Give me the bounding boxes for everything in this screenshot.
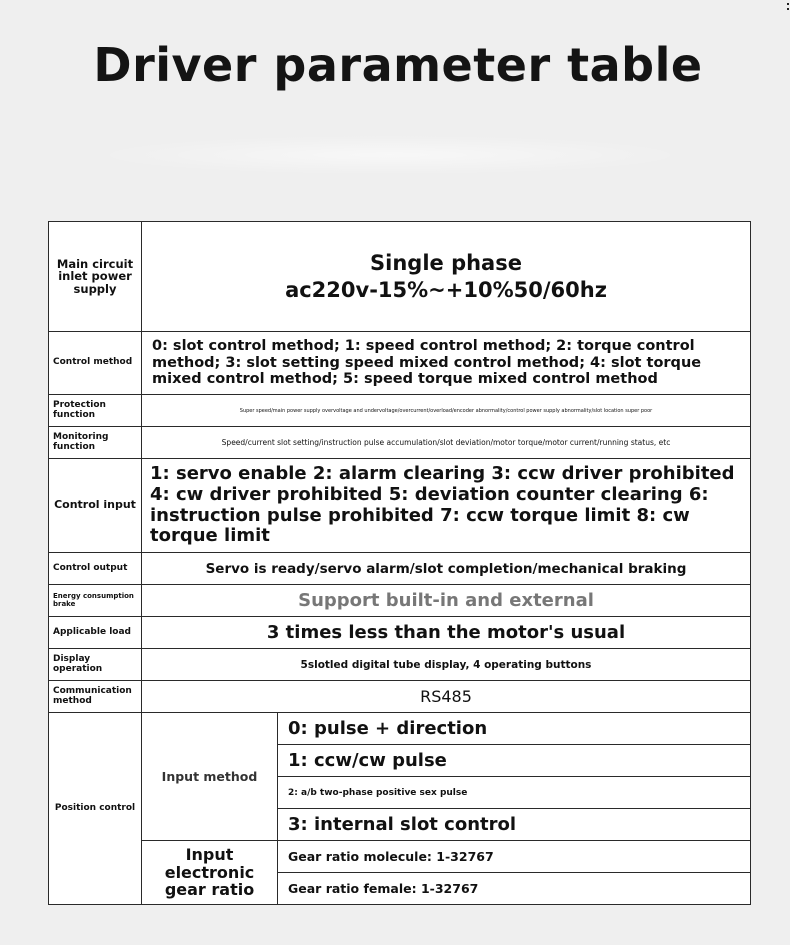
- table-row: [49, 585, 751, 617]
- input-method-item: 1: ccw/cw pulse: [278, 745, 751, 777]
- page-title: Driver parameter table: [93, 38, 703, 92]
- table-row: [49, 841, 751, 873]
- table-row: [49, 649, 751, 681]
- table-row: [49, 617, 751, 649]
- row-label: Control method: [49, 332, 142, 395]
- row-label: Protection function: [49, 395, 142, 427]
- row-label: Main circuit inlet power supply: [49, 222, 142, 332]
- row-value: Speed/current slot setting/instruction pulse accumulation/slot deviation/motor torque/motor current/running status, etc: [142, 427, 751, 459]
- row-label: Monitoring function: [49, 427, 142, 459]
- input-method-item: 2: a/b two-phase positive sex pulse: [278, 777, 751, 809]
- table-row: [49, 427, 751, 459]
- value-line: Single phase: [370, 251, 522, 276]
- row-value: 1: servo enable 2: alarm clearing 3: ccw driver prohibited 4: cw driver prohibited 5: deviation counter clearing 6: instruction pulse prohibited 7: ccw torque limit 8: cw torque limit: [142, 459, 751, 553]
- row-value: Super speed/main power supply overvoltage and undervoltage/overcurrent/overload/encoder abnormality/control power supply abnormality/slot location super poor: [142, 395, 751, 427]
- row-value: RS485: [142, 681, 751, 713]
- row-label: Display operation: [49, 649, 142, 681]
- table-row: [49, 459, 751, 553]
- table-row: [49, 713, 751, 745]
- value-line: ac220v-15%~+10%50/60hz: [285, 277, 607, 302]
- row-value: Support built-in and external: [142, 585, 751, 617]
- row-value: [142, 222, 751, 332]
- gear-ratio-item: Gear ratio female: 1-32767: [278, 873, 751, 905]
- row-label: Communication method: [49, 681, 142, 713]
- row-label: Energy consumption brake: [49, 585, 142, 617]
- row-label: Control output: [49, 553, 142, 585]
- edge-marks: [787, 3, 789, 17]
- table-row: [49, 681, 751, 713]
- input-method-label: Input method: [142, 713, 278, 841]
- input-method-item: 0: pulse + direction: [278, 713, 751, 745]
- table-row: [49, 222, 751, 332]
- gear-ratio-item: Gear ratio molecule: 1-32767: [278, 841, 751, 873]
- row-value: 0: slot control method; 1: speed control method; 2: torque control method; 3: slot setting speed mixed control method; 4: slot torque mixed control method; 5: speed torque mixed control method: [142, 332, 751, 395]
- gear-ratio-label: Input electronic gear ratio: [142, 841, 278, 905]
- parameter-table: [48, 221, 751, 905]
- row-label: Position control: [49, 713, 142, 905]
- row-value: Servo is ready/servo alarm/slot completion/mechanical braking: [142, 553, 751, 585]
- row-label: Control input: [49, 459, 142, 553]
- table-row: [49, 395, 751, 427]
- input-method-item: 3: internal slot control: [278, 809, 751, 841]
- table-row: [49, 553, 751, 585]
- row-value: 5slotled digital tube display, 4 operating buttons: [142, 649, 751, 681]
- table-row: [49, 332, 751, 395]
- row-label: Applicable load: [49, 617, 142, 649]
- row-value: 3 times less than the motor's usual: [142, 617, 751, 649]
- title-glow: [90, 135, 690, 175]
